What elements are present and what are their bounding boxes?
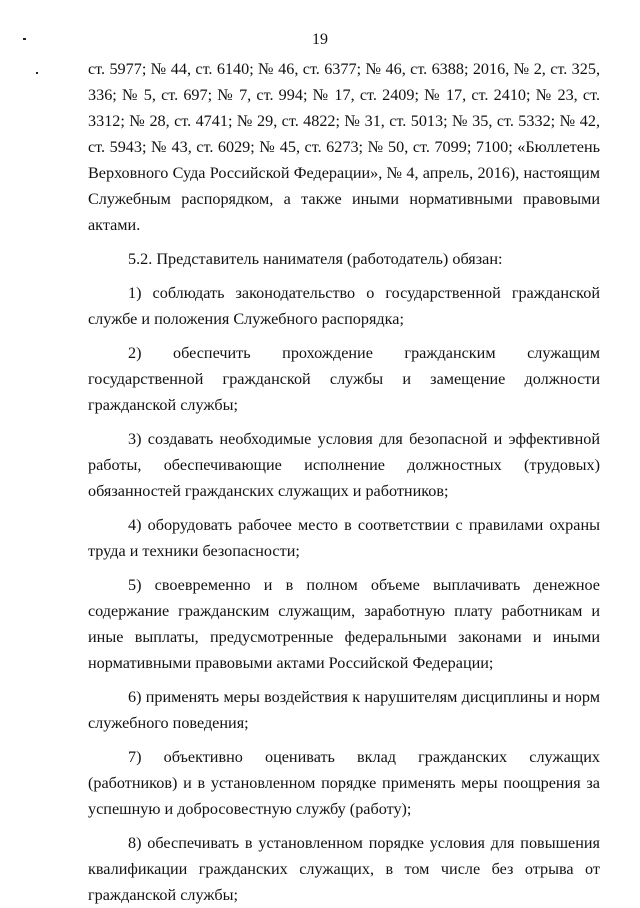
paragraph-list-item: 4) оборудовать рабочее место в соответствии с правилами охраны труда и техники безопасности; xyxy=(88,516,600,560)
scan-speck xyxy=(36,72,38,74)
paragraph-list-item: 6) применять меры воздействия к нарушителям дисциплины и норм служебного поведения; xyxy=(88,688,600,732)
paragraph-section-heading: 5.2. Представитель нанимателя (работодатель) обязан: xyxy=(128,250,503,268)
document-body xyxy=(88,56,600,908)
page-number: 19 xyxy=(312,31,328,48)
paragraph-list-item: 5) своевременно и в полном объеме выплачивать денежное содержание гражданским служащим, заработную плату работникам и иные выплаты, предусмотренные федеральными законами и иными нормативными правовыми актами Российской Федерации; xyxy=(88,576,600,672)
paragraph-continuation: ст. 5977; № 44, ст. 6140; № 46, ст. 6377; № 46, ст. 6388; 2016, № 2, ст. 325, 336; № 5, ст. 697; № 7, ст. 994; № 17, ст. 2409; № 17, ст. 2410; № 23, ст. 3312; № 28, ст. 4741; № 29, ст. 4822; № 31, ст. 5013; № 35, ст. 5332; № 42, ст. 5943; № 43, ст. 6029; № 45, ст. 6273; № 50, ст. 7099; 7100; «Бюллетень Верховного Суда Российской Федерации», № 4, апрель, 2016), настоящим Служебным распорядком, а также иными нормативными правовыми актами. xyxy=(88,60,600,234)
paragraph-list-item: 3) создавать необходимые условия для безопасной и эффективной работы, обеспечивающие исполнение должностных (трудовых) обязанностей гражданских служащих и работников; xyxy=(88,430,600,500)
paragraph-list-item: 1) соблюдать законодательство о государственной гражданской службе и положения Служебного распорядка; xyxy=(88,284,600,328)
paragraph-list-item: 7) объективно оценивать вклад гражданских служащих (работников) и в установленном порядке применять меры поощрения за успешную и добросовестную службу (работу); xyxy=(88,748,600,818)
paragraph-list-item: 2) обеспечить прохождение гражданским служащим государственной гражданской службы и замещение должности гражданской службы; xyxy=(88,344,600,414)
paragraph-list-item: 8) обеспечивать в установленном порядке условия для повышения квалификации гражданских служащих, в том числе без отрыва от гражданской службы; xyxy=(88,834,600,904)
